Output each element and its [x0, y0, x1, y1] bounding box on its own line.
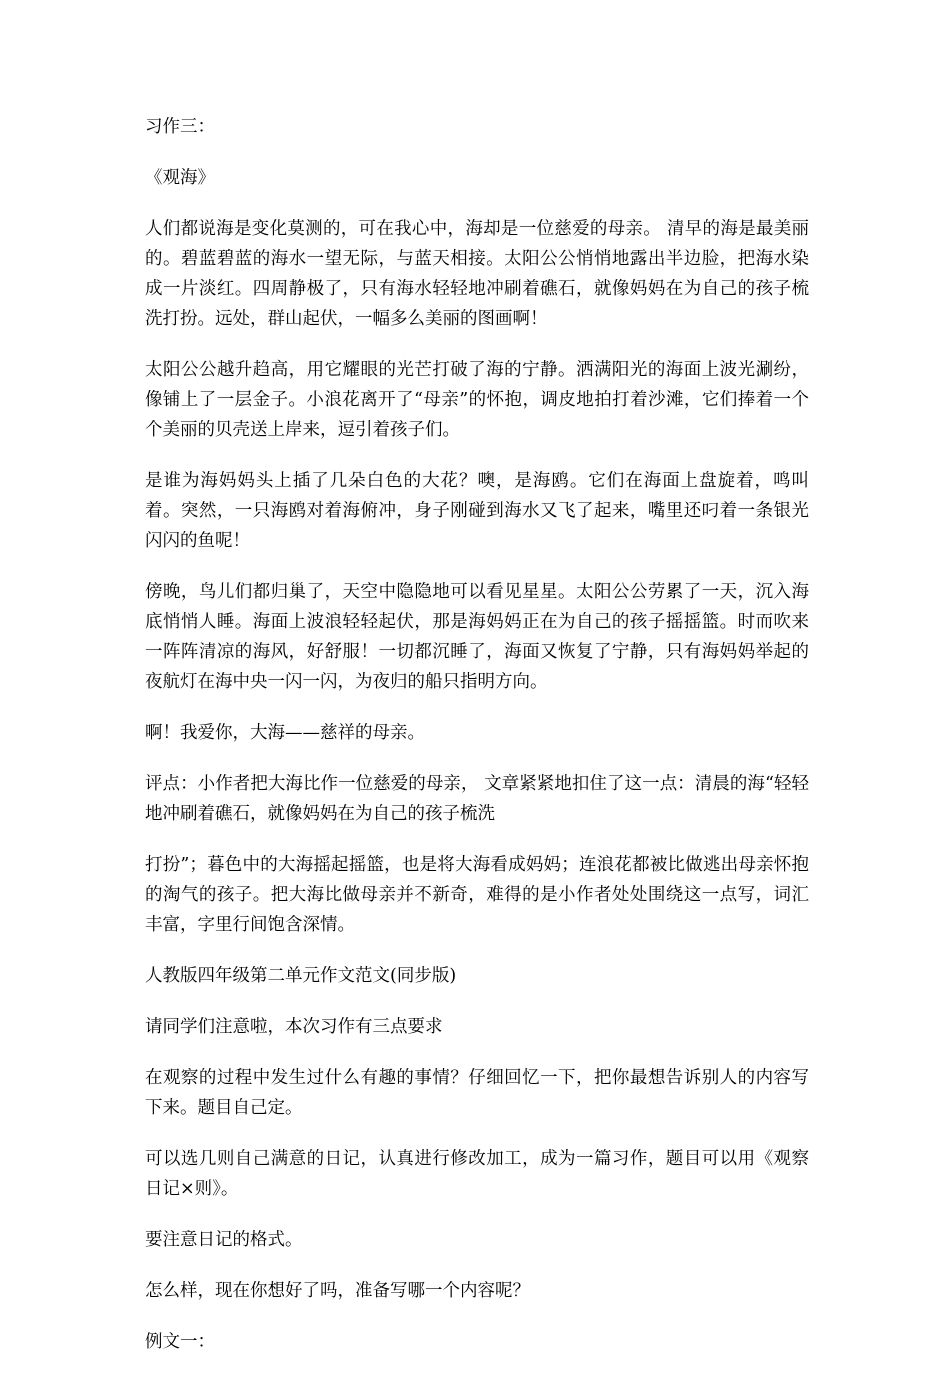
paragraph: 可以选几则自己满意的日记，认真进行修改加工，成为一篇习作，题目可以用《观察日记×则》。 — [145, 1149, 809, 1199]
paragraph: 啊！我爱你，大海——慈祥的母亲。 — [145, 723, 425, 743]
commentary-paragraph: 打扮”；暮色中的大海摇起摇篮，也是将大海看成妈妈；连浪花都被比做逃出母亲怀抱的淘气的孩子。把大海比做母亲并不新奇，难得的是小作者处处围绕这一点写，词汇丰富，字里行间饱含深情。 — [145, 855, 809, 935]
paragraph: 人们都说海是变化莫测的，可在我心中，海却是一位慈爱的母亲。 清早的海是最美丽的。碧蓝碧蓝的海水一望无际，与蓝天相接。太阳公公悄悄地露出半边脸，把海水染成一片淡红。四周静极了，只有海水轻轻地冲刷着礁石，就像妈妈在为自己的孩子梳洗打扮。远处，群山起伏，一幅多么美丽的图画啊！ — [145, 219, 809, 329]
paragraph: 是谁为海妈妈头上插了几朵白色的大花？噢，是海鸥。它们在海面上盘旋着，鸣叫着。突然，一只海鸥对着海俯冲，身子刚碰到海水又飞了起来，嘴里还叼着一条银光闪闪的鱼呢！ — [145, 471, 809, 551]
paragraph: 怎么样，现在你想好了吗，准备写哪一个内容呢？ — [145, 1281, 530, 1301]
paragraph: 太阳公公越升趋高，用它耀眼的光芒打破了海的宁静。洒满阳光的海面上波光涮纷，像铺上了一层金子。小浪花离开了“母亲”的怀抱，调皮地拍打着沙滩，它们捧着一个个美丽的贝壳送上岸来，逗引着孩子们。 — [145, 360, 809, 440]
commentary-paragraph: 评点：小作者把大海比作一位慈爱的母亲， 文章紧紧地扣住了这一点：清晨的海“轻轻地冲刷着礁石，就像妈妈在为自己的孩子梳洗 — [145, 774, 809, 824]
section-heading: 习作三： — [145, 117, 215, 137]
paragraph: 在观察的过程中发生过什么有趣的事情？仔细回忆一下，把你最想告诉别人的内容写下来。题目自己定。 — [145, 1068, 809, 1118]
section-heading: 例文一： — [145, 1332, 215, 1352]
essay-title: 《观海》 — [145, 168, 215, 188]
document-body — [145, 112, 809, 1378]
paragraph: 要注意日记的格式。 — [145, 1230, 303, 1250]
paragraph: 请同学们注意啦，本次习作有三点要求 — [145, 1017, 443, 1037]
paragraph: 傍晚，鸟儿们都归巢了，天空中隐隐地可以看见星星。太阳公公劳累了一天，沉入海底悄悄人睡。海面上波浪轻轻起伏，那是海妈妈正在为自己的孩子摇摇篮。时而吹来一阵阵清凉的海风，好舒服！一切都沉睡了，海面又恢复了宁静，只有海妈妈举起的夜航灯在海中央一闪一闪，为夜归的船只指明方向。 — [145, 582, 809, 692]
section-heading: 人教版四年级第二单元作文范文(同步版) — [145, 966, 457, 986]
